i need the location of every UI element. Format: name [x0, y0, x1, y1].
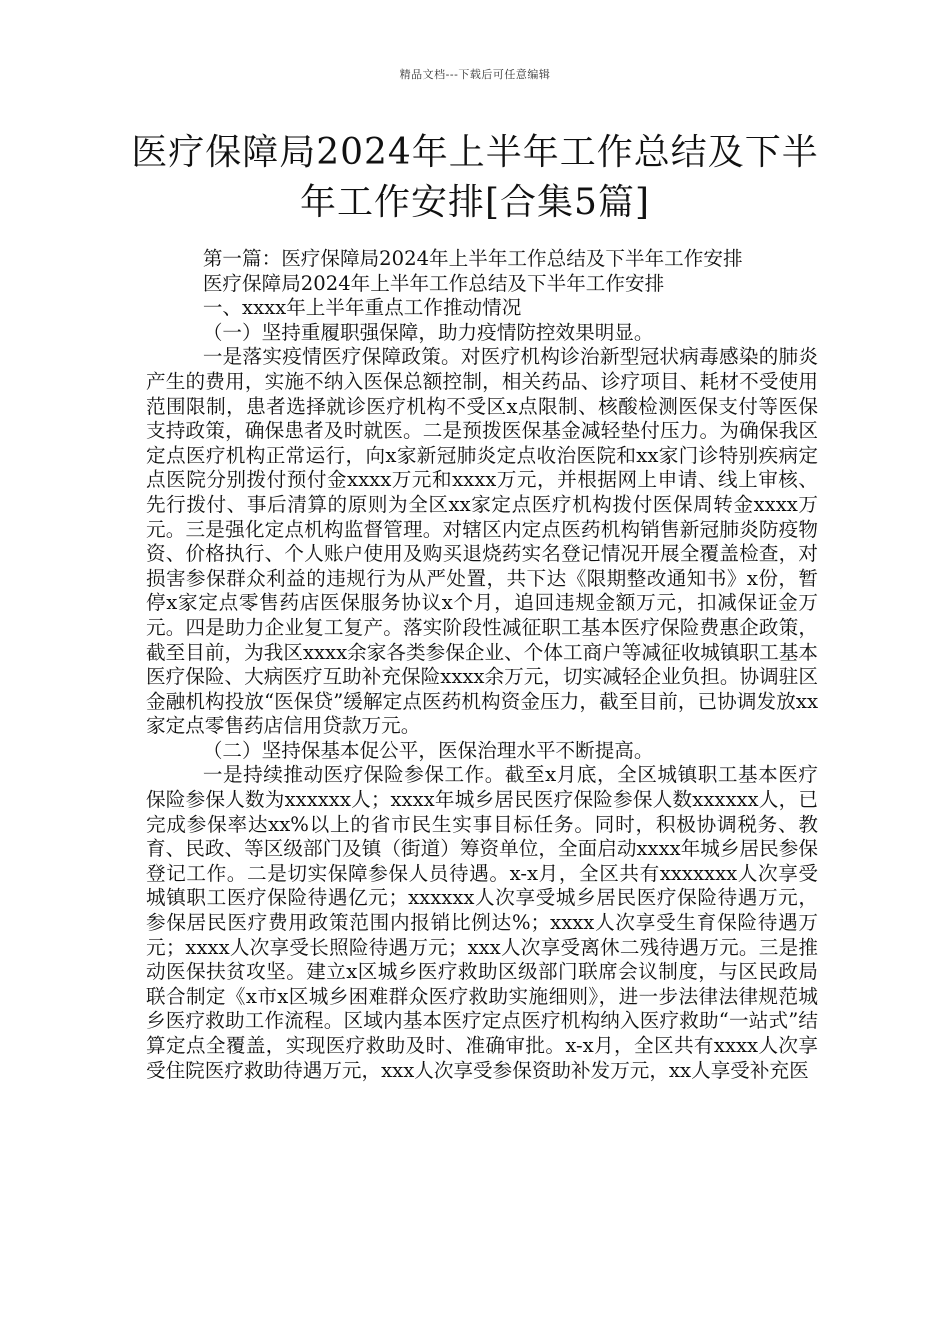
- body-paragraph: 一是持续推动医疗保险参保工作。截至x月底，全区城镇职工基本医疗保险参保人数为xxxxxx人；xxxx年城乡居民医疗保险参保人数xxxxxx人，已完成参保率达xx%以上的省市民生实事目标任务。同时，积极协调税务、教育、民政、等区级部门及镇（街道）筹资单位，全面启动xxxx年城乡居民参保登记工作。二是切实保障参保人员待遇。x-x月，全区共有xxxxxxx人次享受城镇职工医疗保险待遇亿元；xxxxxx人次享受城乡居民医疗保险待遇万元，参保居民医疗费用政策范围内报销比例达%；xxxx人次享受生育保险待遇万元；xxxx人次享受长照险待遇万元；xxx人次享受离休二残待遇万元。三是推动医保扶贫攻坚。建立x区城乡医疗救助区级部门联席会议制度，与区民政局联合制定《x市x区城乡困难群众医疗救助实施细则》，进一步法律法律规范城乡医疗救助工作流程。区域内基本医疗定点医疗机构纳入医疗救助“一站式”结算定点全覆盖，实现医疗救助及时、准确审批。x-x月，全区共有xxxx人次享受住院医疗救助待遇万元，xxx人次享受参保资助补发万元，xx人享受补充医: [146, 763, 818, 1082]
- header-note: 精品文档---下载后可任意编辑: [399, 68, 551, 81]
- subheading-two: （二）坚持保基本促公平，医保治理水平不断提高。: [202, 738, 654, 762]
- subheading-one: （一）坚持重履职强保障，助力疫情防控效果明显。: [202, 320, 654, 344]
- section-heading-first: 第一篇：医疗保障局2024年上半年工作总结及下半年工作安排: [202, 247, 743, 270]
- heading-part-one: 一、xxxx年上半年重点工作推动情况: [202, 296, 522, 320]
- document-body: [146, 247, 818, 1083]
- body-paragraph: 一是落实疫情医疗保障政策。对医疗机构诊治新型冠状病毒感染的肺炎产生的费用，实施不纳入医保总额控制，相关药品、诊疗项目、耗材不受使用范围限制，患者选择就诊医疗机构不受区x点限制、核酸检测医保支付等医保支持政策，确保患者及时就医。二是预拨医保基金减轻垫付压力。为确保我区定点医疗机构正常运行，向x家新冠肺炎定点收治医院和xx家门诊特别疾病定点医院分别拨付预付金xxxx万元和xxxx万元，并根据网上申请、线上审核、先行拨付、事后清算的原则为全区xx家定点医疗机构拨付医保周转金xxxx万元。三是强化定点机构监督管理。对辖区内定点医药机构销售新冠肺炎防疫物资、价格执行、个人账户使用及购买退烧药实名登记情况开展全覆盖检查，对损害参保群众利益的违规行为从严处置，共下达《限期整改通知书》x份，暂停x家定点零售药店医保服务协议x个月，追回违规金额万元，扣减保证金万元。四是助力企业复工复产。落实阶段性减征职工基本医疗保险费惠企政策，截至目前，为我区xxxx余家各类参保企业、个体工商户等减征收城镇职工基本医疗保险、大病医疗互助补充保险xxxx余万元，切实减轻企业负担。协调驻区金融机构投放“医保贷”缓解定点医药机构资金压力，截至目前，已协调发放xx家定点零售药店信用贷款万元。: [146, 345, 818, 738]
- subtitle-paragraph: 医疗保障局2024年上半年工作总结及下半年工作安排: [202, 271, 665, 295]
- document-title: 医疗保障局2024年上半年工作总结及下半年工作安排[合集5篇]: [131, 132, 819, 223]
